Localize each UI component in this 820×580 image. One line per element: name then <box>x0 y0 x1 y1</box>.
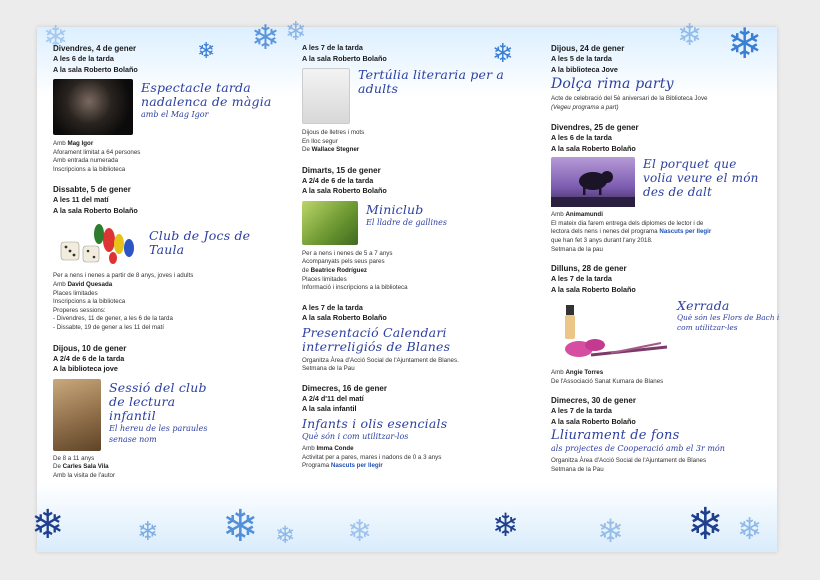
event-funds-delivery <box>551 395 781 474</box>
event-detail: De Wallace Stegner <box>302 146 360 154</box>
event-miniclub <box>302 165 532 293</box>
event-detail: Dijous de lletres i mots <box>302 129 365 136</box>
program-link[interactable]: Nascuts per llegir <box>659 228 712 236</box>
event-detail: Setmana de la Pau <box>551 465 604 473</box>
event-detail: Organitza Àrea d'Acció Social de l'Ajuntament de Blanes <box>551 457 707 465</box>
event-detail: Places limitades <box>53 289 98 297</box>
event-detail: El mateix dia farem entrega dels diplomes de lector i de <box>551 219 704 227</box>
event-place: A la sala Roberto Bolaño <box>302 313 387 323</box>
event-time: A les 7 de la tarda <box>302 302 363 312</box>
event-detail: Amb Angie Torres <box>551 369 604 377</box>
program-link[interactable]: Nascuts per llegir <box>330 462 383 470</box>
event-place: A la sala Roberto Bolaño <box>302 186 387 196</box>
event-date: Dissabte, 5 de gener <box>53 185 131 195</box>
event-time: A les 7 de la tarda <box>551 406 612 416</box>
event-date: Dilluns, 28 de gener <box>551 264 627 274</box>
event-detail: Amb Imma Conde <box>302 444 354 452</box>
event-title: Tertúlia literaria per a adults <box>358 67 505 96</box>
event-detail: De l'Associació Sanat Kumara de Blanes <box>551 377 664 385</box>
snowflake-icon: ❄ <box>285 17 307 47</box>
event-title: Lliurament de fons <box>551 428 680 444</box>
event-title: Infants i olis esencials <box>302 415 448 431</box>
event-detail: - Divendres, 11 de gener, a les 6 de la tarda <box>53 315 173 323</box>
event-date: Dimarts, 15 de gener <box>302 165 381 175</box>
event-time: A les 7 de la tarda <box>302 43 363 52</box>
snowflake-icon: ❄ <box>137 517 159 547</box>
event-subtitle: amb el Mag Igor <box>141 110 209 119</box>
event-date: Dijous, 10 de gener <box>53 343 127 353</box>
event-place: A la sala Roberto Bolaño <box>53 64 138 74</box>
pig-illustration <box>551 157 635 207</box>
event-place: A la sala Roberto Bolaño <box>551 143 636 153</box>
event-time: A 2/4 d'11 del matí <box>302 393 364 403</box>
board-game-pieces-photo <box>53 220 141 266</box>
event-place: A la biblioteca Jove <box>551 64 618 74</box>
event-subtitle: Què són i com utilitzar-los <box>302 431 409 441</box>
event-time: A 2/4 de 6 de la tarda <box>53 353 125 363</box>
event-magic-show <box>53 39 283 174</box>
picture-book-cover <box>302 201 358 245</box>
book-cover-photo <box>53 379 101 451</box>
snowflake-icon: ❄ <box>687 499 724 550</box>
event-detail: Amb Mag Igor <box>53 140 94 147</box>
event-detail: Per a nens i nenes a partir de 8 anys, joves i adults <box>53 272 194 280</box>
event-detail: Organitza Àrea d'Acció Social de l'Ajuntament de Blanes. <box>302 356 459 364</box>
event-literary-gathering <box>302 39 532 155</box>
event-detail: Amb la visita de l'autor <box>53 471 116 479</box>
event-date: Dimecres, 16 de gener <box>302 383 387 393</box>
event-detail: Per a nens i nenes de 5 a 7 anys <box>302 249 393 257</box>
event-detail: De 8 a 11 anys <box>53 454 95 462</box>
event-detail: que han fet 3 anys durant l'any 2018. <box>551 236 653 244</box>
snowflake-icon: ❄ <box>492 506 519 544</box>
event-date: Divendres, 4 de gener <box>53 44 137 53</box>
column-right <box>551 43 781 475</box>
event-detail: Setmana de la Pau <box>302 365 355 373</box>
event-detail: Setmana de la pau <box>551 245 603 253</box>
event-detail: Informació i inscripcions a la biblioteca <box>302 284 408 292</box>
event-title: Sessió del club de lectura infantil <box>109 379 207 423</box>
event-date: Divendres, 25 de gener <box>551 123 639 133</box>
event-time: A les 5 de la tarda <box>551 54 612 63</box>
event-essential-oils <box>302 383 532 471</box>
magician-photo <box>53 79 133 135</box>
event-title: Club de Jocs de Taula <box>149 228 251 258</box>
event-subtitle: Què són les Flors de Bach i com utilitzar-les <box>677 313 780 333</box>
event-title: Dolça rima party <box>551 76 674 92</box>
event-detail: Programa Nascuts per llegir <box>302 462 383 470</box>
event-detail: Amb Animamundi <box>551 211 603 219</box>
event-place: A la biblioteca jove <box>53 364 118 374</box>
calendar-sheet <box>31 17 780 552</box>
event-detail: Properes sessions: <box>53 306 106 314</box>
event-detail: Inscripcions a la biblioteca <box>53 298 126 306</box>
event-detail: de Beatrice Rodríguez <box>302 266 367 274</box>
event-calendar-presentation <box>302 303 532 374</box>
event-subtitle: El hereu de les paraules senase nom <box>109 423 208 444</box>
event-place: A la sala Roberto Bolaño <box>551 416 636 426</box>
event-title: Xerrada <box>677 298 730 314</box>
novel-cover-photo <box>302 68 350 124</box>
snowflake-icon: ❄ <box>597 512 624 550</box>
event-little-pig <box>551 122 781 254</box>
event-time: A les 6 de la tarda <box>551 133 612 143</box>
event-place: A la sala infantil <box>302 404 357 414</box>
snowflake-icon: ❄ <box>737 512 763 547</box>
event-detail: Acompanyats pels seus pares <box>302 258 385 266</box>
event-detail: Aforament limitat a 64 persones <box>53 148 141 156</box>
event-detail: lectora dels nens i nenes del programa Nascuts per llegir <box>551 228 712 236</box>
event-time: A 2/4 de 6 de la tarda <box>302 175 374 185</box>
event-place: A la sala Roberto Bolaño <box>551 284 636 294</box>
event-title: Espectacle tarda nadalenca de màgia <box>141 80 272 109</box>
event-title: Miniclub <box>366 201 424 217</box>
event-title: El porquet que volia veure el món des de dalt <box>643 157 759 200</box>
event-detail: - Dissabte, 19 de gener a les 11 del matí <box>53 323 164 331</box>
snowflake-icon: ❄ <box>31 502 65 548</box>
snowflake-icon: ❄ <box>347 514 373 549</box>
snowflake-icon: ❄ <box>492 39 514 69</box>
snowflake-icon: ❄ <box>677 18 703 53</box>
bach-flower-photo <box>551 297 669 367</box>
event-detail: Amb David Quesada <box>53 280 113 288</box>
event-subtitle: als projectes de Cooperació amb el 3r món <box>551 444 725 454</box>
snowflake-icon: ❄ <box>275 521 296 549</box>
event-detail: Inscripcions a la biblioteca <box>53 165 126 173</box>
event-time: A les 7 de la tarda <box>551 274 612 284</box>
snowflake-icon: ❄ <box>43 20 69 55</box>
event-detail: De Carles Sala Vila <box>53 463 109 471</box>
snowflake-icon: ❄ <box>197 39 216 64</box>
event-bach-flowers-talk <box>551 263 781 386</box>
event-time: A les 6 de la tarda <box>53 54 114 63</box>
event-rhyme-party <box>551 43 781 112</box>
snowflake-icon: ❄ <box>222 501 259 552</box>
column-left <box>53 39 283 480</box>
event-time: A les 11 del matí <box>53 195 109 205</box>
snowflake-icon: ❄ <box>727 19 763 68</box>
event-date: Dijous, 24 de gener <box>551 44 625 53</box>
event-detail: Places limitades <box>302 275 347 283</box>
event-place: A la sala Roberto Bolaño <box>53 205 138 215</box>
snowflake-icon: ❄ <box>251 18 280 58</box>
event-detail: Amb entrada numerada <box>53 157 119 165</box>
event-title: Presentació Calendari interreligiós de Blanes <box>302 324 451 354</box>
event-detail: Acte de celebració del 5è aniversari de la Biblioteca Jove <box>551 95 708 102</box>
event-detail: Activitat per a pares, mares i nadons de 0 a 3 anys <box>302 453 442 461</box>
event-date: Dimecres, 30 de gener <box>551 396 636 406</box>
event-place: A la sala Roberto Bolaño <box>302 53 387 63</box>
event-detail: En lloc segur <box>302 137 338 145</box>
event-detail: (Vegeu programa a part) <box>551 103 619 111</box>
column-middle <box>302 39 532 471</box>
event-reading-club <box>53 343 283 481</box>
event-board-games <box>53 184 283 332</box>
event-subtitle: El lladre de gallines <box>366 217 448 227</box>
